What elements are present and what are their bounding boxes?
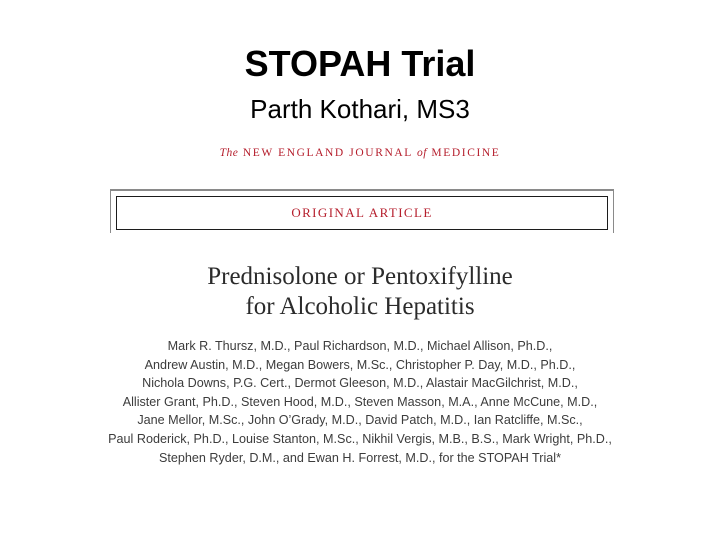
slide-title: STOPAH Trial: [244, 43, 476, 84]
author-line: Paul Roderick, Ph.D., Louise Stanton, M.Sc., Nikhil Vergis, M.B., B.S., Mark Wright, Ph.D.,: [108, 431, 612, 446]
author-line: Allister Grant, Ph.D., Steven Hood, M.D., Steven Masson, M.A., Anne McCune, M.D.,: [122, 394, 598, 409]
journal-name-part1: NEW ENGLAND JOURNAL: [242, 147, 413, 159]
author-line: Jane Mellor, M.Sc., John O’Grady, M.D., David Patch, M.D., Ian Ratcliffe, M.Sc.,: [137, 413, 583, 428]
paper-title: [0, 262, 720, 322]
journal-connector: of: [416, 147, 427, 159]
author-line: Mark R. Thursz, M.D., Paul Richardson, M.D., Michael Allison, Ph.D.,: [167, 339, 553, 353]
journal-prefix: The: [219, 147, 239, 159]
slide-subtitle: Parth Kothari, MS3: [250, 94, 470, 124]
paper-title-line: Prednisolone or Pentoxifylline: [207, 263, 513, 290]
author-list: [0, 337, 720, 467]
paper-title-line: for Alcoholic Hepatitis: [245, 293, 475, 320]
author-line: Nichola Downs, P.G. Cert., Dermot Gleeson, M.D., Alastair MacGilchrist, M.D.,: [142, 376, 578, 391]
journal-masthead: [0, 145, 720, 161]
author-line: Stephen Ryder, D.M., and Ewan H. Forrest, M.D., for the STOPAH Trial*: [159, 450, 561, 465]
section-label: ORIGINAL ARTICLE: [116, 196, 608, 230]
journal-name-part2: MEDICINE: [431, 147, 501, 159]
author-line: Andrew Austin, M.D., Megan Bowers, M.Sc., Christopher P. Day, M.D., Ph.D.,: [144, 357, 576, 372]
